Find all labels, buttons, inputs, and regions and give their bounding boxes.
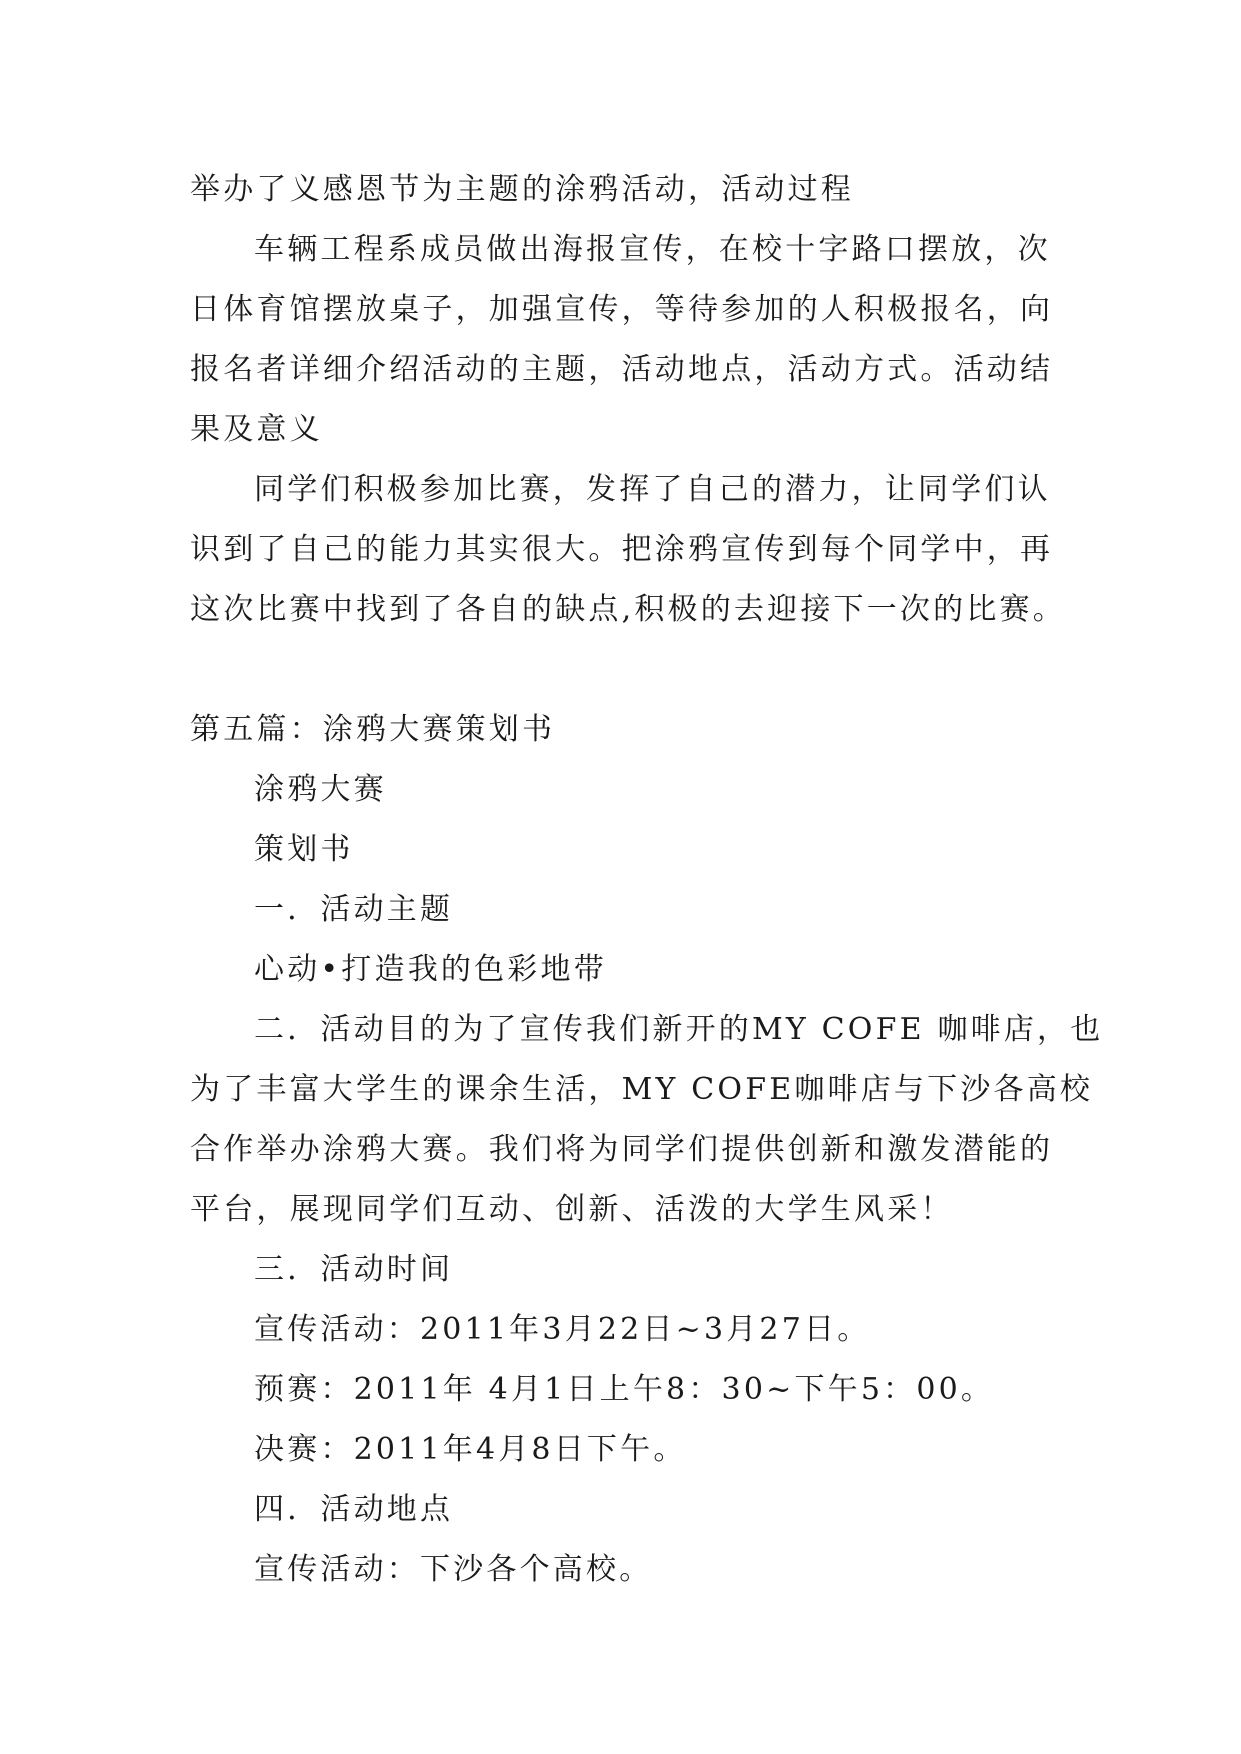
paragraph-line: 为了丰富大学生的课余生活，MY COFE咖啡店与下沙各高校 [190,1072,1094,1107]
place-promo: 宣传活动：下沙各个高校。 [254,1552,653,1587]
paragraph-line: 二．活动目的为了宣传我们新开的MY COFE 咖啡店，也 [254,1012,1104,1047]
paragraph-line: 日体育馆摆放桌子，加强宣传，等待参加的人积极报名，向 [190,292,1054,327]
paragraph-line: 报名者详细介绍活动的主题，活动地点，活动方式。活动结 [190,352,1054,387]
paragraph-line: 识到了自己的能力其实很大。把涂鸦宣传到每个同学中，再 [190,532,1054,567]
subheading-time: 三．活动时间 [254,1252,454,1287]
paragraph-line: 平台，展现同学们互动、创新、活泼的大学生风采！ [190,1192,954,1227]
document-page [190,160,1104,1600]
paragraph-line: 同学们积极参加比赛，发挥了自己的潜力，让同学们认 [254,472,1051,507]
time-final: 决赛：2011年4月8日下午。 [254,1432,687,1467]
theme-text: 心动•打造我的色彩地带 [254,952,607,987]
section-gap [190,640,1060,700]
paragraph-line: 果及意义 [190,412,323,447]
time-promo: 宣传活动：2011年3月22日~3月27日。 [254,1312,871,1347]
text-line: 举办了义感恩节为主题的涂鸦活动，活动过程 [190,172,854,207]
paragraph-line: 合作举办涂鸦大赛。我们将为同学们提供创新和激发潜能的 [190,1132,1054,1167]
time-prelim: 预赛：2011年 4月1日上午8：30~下午5：00。 [254,1372,995,1407]
doc-title-line-1: 涂鸦大赛 [254,772,387,807]
subheading-place: 四．活动地点 [254,1492,454,1527]
subheading-theme: 一．活动主题 [254,892,454,927]
paragraph-line: 车辆工程系成员做出海报宣传，在校十字路口摆放，次 [254,232,1051,267]
paragraph-line: 这次比赛中找到了各自的缺点,积极的去迎接下一次的比赛。 [190,592,1066,627]
doc-title-line-2: 策划书 [254,832,354,867]
section-heading: 第五篇：涂鸦大赛策划书 [190,712,556,747]
